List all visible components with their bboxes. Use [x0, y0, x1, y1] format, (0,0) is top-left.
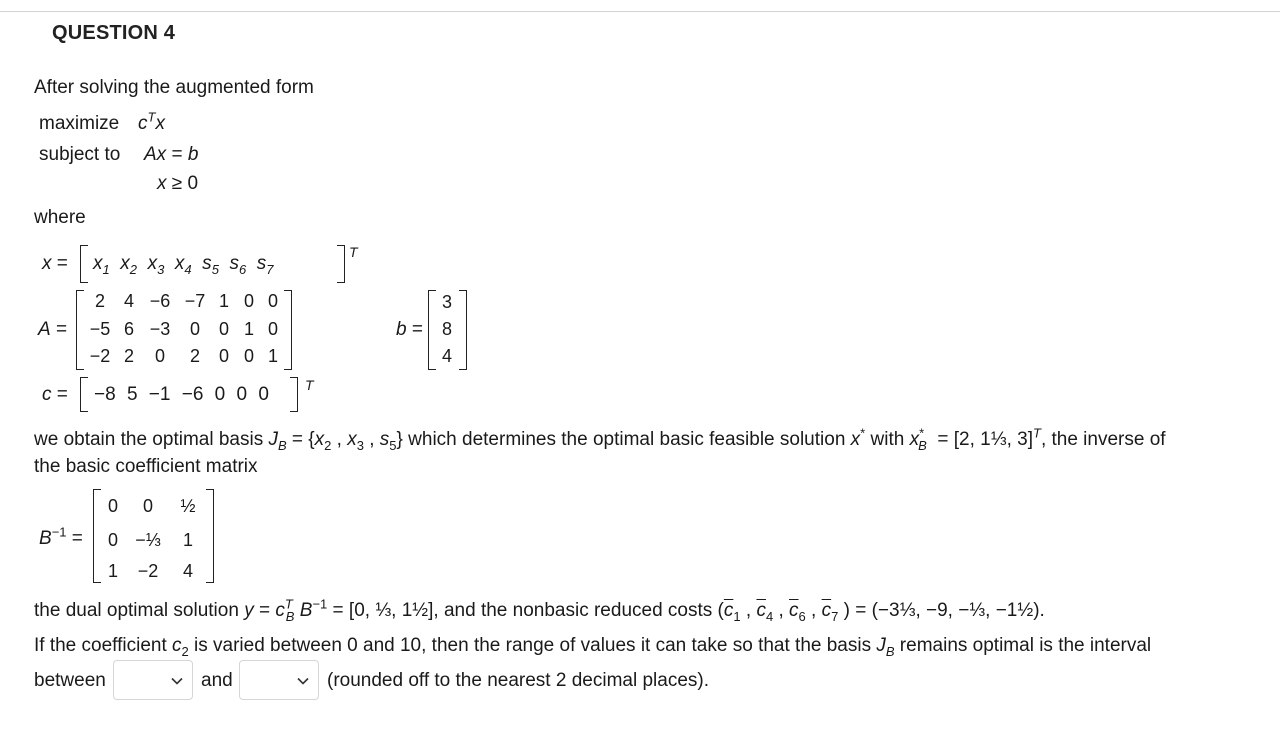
A-matrix-cell: −6	[149, 291, 171, 311]
x-transpose: T	[349, 244, 358, 260]
and-label: and	[201, 670, 233, 691]
b-vector-cell: 4	[441, 346, 452, 366]
A-matrix-cell: 4	[123, 291, 134, 311]
c-transpose: T	[305, 377, 314, 393]
constraint-nonneg: x ≥ 0	[157, 173, 199, 194]
A-matrix-cell: 0	[218, 346, 229, 366]
Binv-matrix-cell: 0	[142, 496, 153, 516]
b-right-bracket	[459, 290, 467, 370]
A-matrix-cell: −2	[89, 346, 111, 366]
A-matrix-cell: 2	[189, 346, 200, 366]
maximize-label: maximize	[39, 113, 120, 134]
Binv-matrix-cell: ½	[180, 496, 196, 516]
A-matrix-cell: 0	[154, 346, 165, 366]
Binv-matrix-cell: 1	[182, 530, 193, 550]
Binv-matrix-cell: −⅓	[135, 530, 161, 550]
Binv-label: $B^{-1}$ =	[39, 524, 83, 549]
basic-matrix-text: the basic coefficient matrix	[34, 456, 258, 477]
A-matrix-cell: 1	[243, 319, 254, 339]
c-right-bracket	[290, 377, 298, 412]
b-vector-cell: 8	[441, 319, 452, 339]
c-vector-entries: −8 5 −1 −6 0 0 0	[94, 384, 269, 405]
c-vector-label: c =	[42, 384, 68, 405]
Binv-matrix-cell: 4	[182, 561, 193, 581]
A-matrix-cell: 2	[123, 346, 134, 366]
objective-expression: $c^Tx$	[138, 109, 165, 134]
A-matrix-cell: −7	[184, 291, 206, 311]
A-matrix-cell: 0	[189, 319, 200, 339]
A-matrix-cell: 2	[94, 291, 105, 311]
A-matrix-cell: −5	[89, 319, 111, 339]
x-right-bracket	[337, 245, 345, 283]
Binv-matrix-cell: 0	[107, 530, 118, 550]
A-matrix-cell: 0	[267, 291, 278, 311]
constraint-ax-eq-b: Ax = b	[144, 144, 199, 165]
A-matrix-cell: 0	[243, 291, 254, 311]
optimal-basis-text: we obtain the optimal basis $J_B = \{x_2$ , $x_3$ , $s_5$} which determines the optimal basic feasible solution x* with $x^*_B = [2$, 1⅓, 3]$^T$, the inverse of	[34, 425, 1166, 453]
chevron-down-icon	[170, 674, 184, 688]
between-label: between	[34, 670, 106, 691]
rounding-note: (rounded off to the nearest 2 decimal places).	[327, 670, 709, 691]
b-vector-cell: 3	[441, 292, 452, 312]
upper-bound-select[interactable]	[239, 660, 319, 700]
A-matrix-cell: −3	[149, 319, 171, 339]
x-vector-label: x =	[42, 253, 68, 274]
A-matrix-cell: 1	[218, 291, 229, 311]
A-matrix-cell: 0	[218, 319, 229, 339]
where-label: where	[34, 207, 86, 228]
intro-text: After solving the augmented form	[34, 77, 314, 98]
question-title: QUESTION 4	[52, 22, 176, 44]
subject-to-label: subject to	[39, 144, 121, 165]
A-matrix-cell: 6	[123, 319, 134, 339]
b-vector-label: b =	[396, 319, 423, 340]
A-matrix-cell: 1	[267, 346, 278, 366]
A-matrix-cell: 0	[267, 319, 278, 339]
dual-solution-text: the dual optimal solution $y = c^T_B$ $B^{-1} = [0$, ⅓, 1½], and the nonbasic reduced costs ($\overline{c}_1$ , $\overline{c}_4$ , $\overline{c}_6$ , $\overline{c}_7$ ) = (−3⅓, −9, −⅓, −1½).	[34, 596, 1045, 624]
A-matrix-label: A =	[38, 319, 68, 340]
top-divider	[0, 11, 1280, 12]
Binv-matrix-cell: −2	[137, 561, 159, 581]
Binv-right-bracket	[206, 489, 214, 583]
lower-bound-select[interactable]	[113, 660, 193, 700]
x-vector-entries: $x_1$ $x_2$ $x_3$ $x_4$ $s_5$ $s_6$ $s_7$	[93, 253, 274, 277]
A-left-bracket	[76, 290, 84, 370]
chevron-down-icon	[296, 674, 310, 688]
coefficient-range-text: If the coefficient $c_2$ is varied between 0 and 10, then the range of values it can take so that the basis $J_B$ remains optimal is the interval	[34, 635, 1152, 659]
c-left-bracket	[80, 377, 88, 412]
Binv-matrix-cell: 1	[107, 561, 118, 581]
A-matrix-cell: 0	[243, 346, 254, 366]
Binv-matrix-cell: 0	[107, 496, 118, 516]
x-left-bracket	[80, 245, 88, 283]
